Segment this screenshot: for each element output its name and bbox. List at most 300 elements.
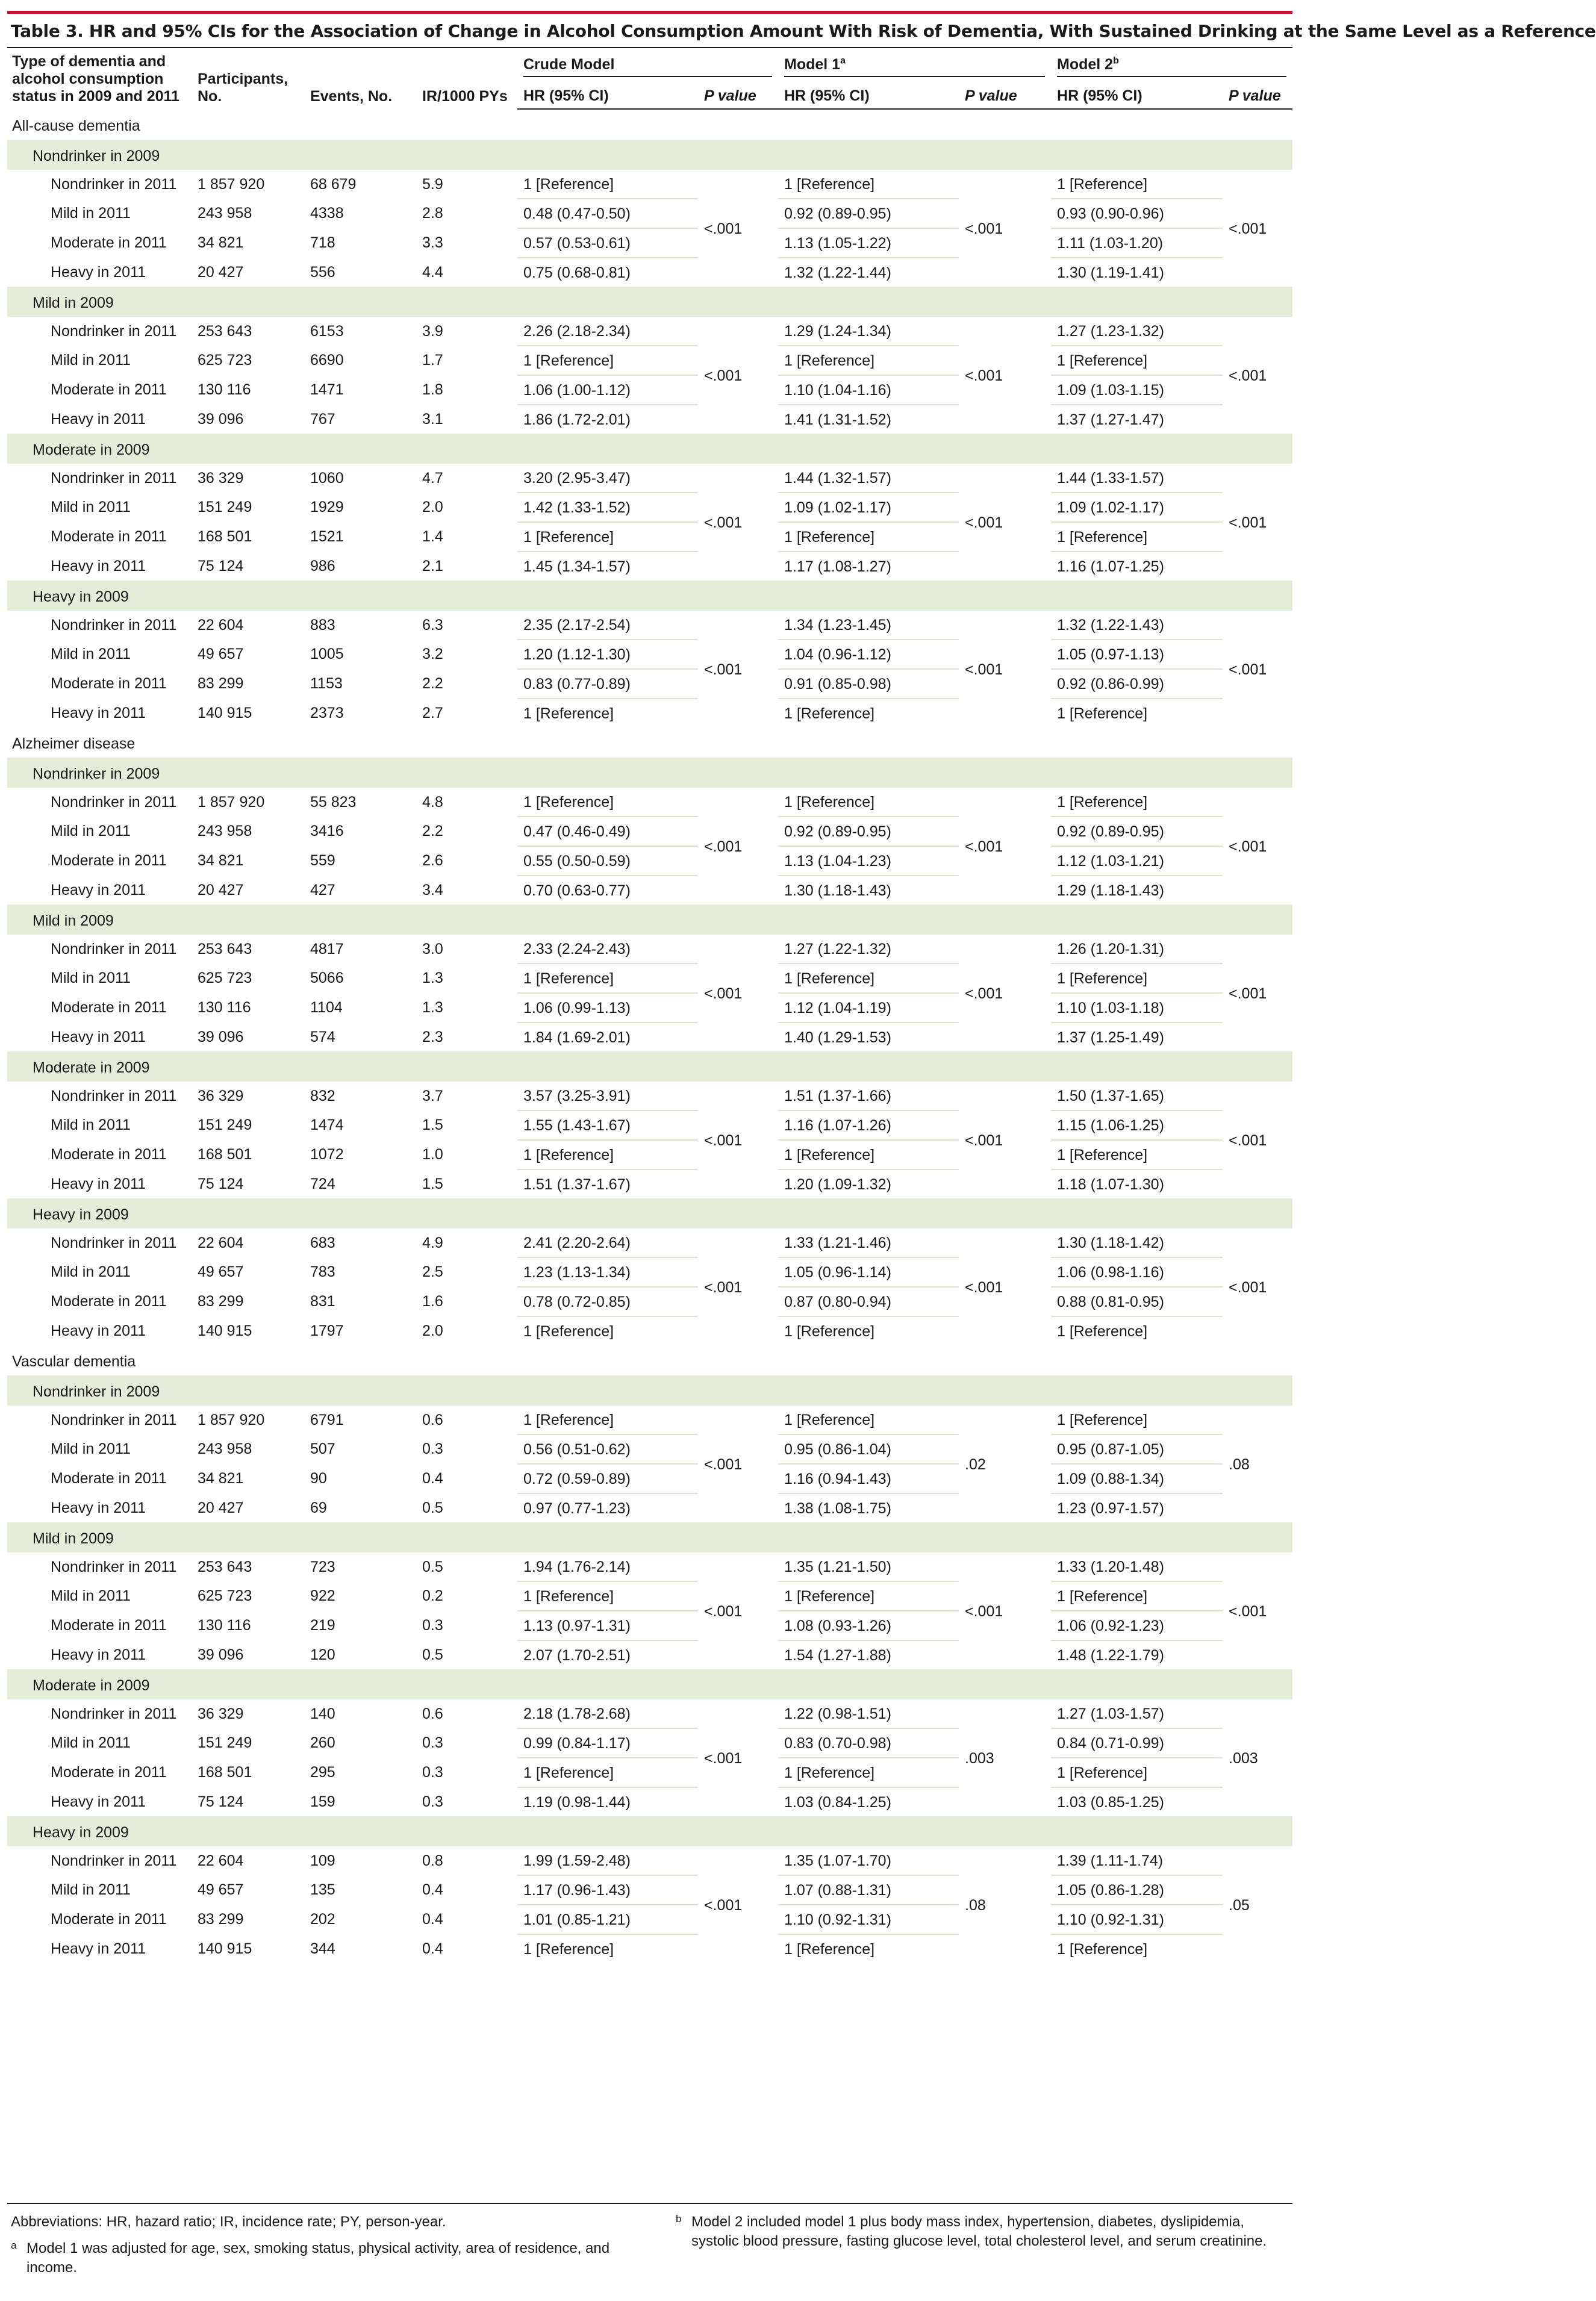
subgroup-title: Mild in 2009 (7, 905, 1292, 935)
crude-hr-cell: 2.07 (1.70-2.51) (517, 1640, 698, 1669)
participants-cell: 83 299 (192, 669, 304, 699)
crude-hr-cell: 0.56 (0.51-0.62) (517, 1434, 698, 1464)
subgroup-title: Moderate in 2009 (7, 1051, 1292, 1082)
row-label: Heavy in 2011 (7, 1169, 192, 1198)
crude-p-cell: <.001 (698, 611, 778, 727)
participants-cell: 151 249 (192, 1110, 304, 1140)
model1-hr-cell: 1.16 (1.07-1.26) (778, 1110, 959, 1140)
ir-cell: 0.3 (416, 1728, 517, 1758)
model1-hr-cell: 0.95 (0.86-1.04) (778, 1434, 959, 1464)
model1-hr-cell: 1 [Reference] (778, 1406, 959, 1434)
subgroup-title: Heavy in 2009 (7, 1198, 1292, 1228)
model2-hr-cell: 1.27 (1.23-1.32) (1051, 317, 1223, 346)
events-cell: 683 (304, 1228, 416, 1257)
events-cell: 6791 (304, 1406, 416, 1434)
model1-hr-cell: 1.08 (0.93-1.26) (778, 1611, 959, 1640)
header-group-crude: Crude Model (517, 48, 778, 81)
ir-cell: 0.3 (416, 1434, 517, 1464)
model2-hr-cell: 1.16 (1.07-1.25) (1051, 552, 1223, 581)
ir-cell: 3.0 (416, 935, 517, 964)
model2-p-cell: .08 (1223, 1406, 1292, 1522)
crude-hr-cell: 0.72 (0.59-0.89) (517, 1464, 698, 1493)
footnote-b-text: Model 2 included model 1 plus body mass index, hypertension, diabetes, dyslipidemia, systolic blood pressure, fasting glucose level, total cholesterol level, and serum creatinine. (691, 2214, 1267, 2249)
table-row (7, 1640, 1292, 1669)
table-title: Table 3. HR and 95% CIs for the Association of Change in Alcohol Consumption Amount With Risk of Dementia, With Sustained Drinking at the Same Level as a Reference (11, 21, 1596, 41)
row-label: Mild in 2011 (7, 1257, 192, 1287)
model1-hr-cell: 1 [Reference] (778, 699, 959, 727)
model1-p-cell: .08 (959, 1846, 1051, 1963)
table-row (7, 258, 1292, 287)
row-label: Moderate in 2011 (7, 1140, 192, 1169)
model2-hr-cell: 1 [Reference] (1051, 1406, 1223, 1434)
crude-hr-cell: 0.97 (0.77-1.23) (517, 1493, 698, 1522)
events-cell: 344 (304, 1934, 416, 1963)
model2-hr-cell: 1.05 (0.86-1.28) (1051, 1875, 1223, 1905)
events-cell: 140 (304, 1699, 416, 1728)
model2-hr-cell: 1.33 (1.20-1.48) (1051, 1552, 1223, 1581)
table-row (7, 1434, 1292, 1464)
events-cell: 427 (304, 876, 416, 905)
model2-hr-cell: 1.11 (1.03-1.20) (1051, 228, 1223, 258)
row-label: Nondrinker in 2011 (7, 1699, 192, 1728)
section-title: Alzheimer disease (7, 727, 1292, 758)
participants-cell: 140 915 (192, 1316, 304, 1345)
crude-hr-cell: 1.06 (0.99-1.13) (517, 993, 698, 1023)
crude-hr-cell: 0.70 (0.63-0.77) (517, 876, 698, 905)
subgroup-row (7, 905, 1292, 935)
subgroup-title: Mild in 2009 (7, 287, 1292, 317)
ir-cell: 2.3 (416, 1023, 517, 1051)
model2-hr-cell: 1.09 (0.88-1.34) (1051, 1464, 1223, 1493)
participants-cell: 168 501 (192, 1758, 304, 1787)
model2-hr-cell: 1.09 (1.02-1.17) (1051, 493, 1223, 522)
model1-hr-cell: 1.07 (0.88-1.31) (778, 1875, 959, 1905)
model1-p-cell: <.001 (959, 935, 1051, 1051)
ir-cell: 4.9 (416, 1228, 517, 1257)
crude-hr-cell: 1.84 (1.69-2.01) (517, 1023, 698, 1051)
model2-hr-cell: 1.23 (0.97-1.57) (1051, 1493, 1223, 1522)
crude-hr-cell: 1.51 (1.37-1.67) (517, 1169, 698, 1198)
model1-hr-cell: 1 [Reference] (778, 522, 959, 552)
row-label: Heavy in 2011 (7, 876, 192, 905)
events-cell: 120 (304, 1640, 416, 1669)
subgroup-title: Nondrinker in 2009 (7, 758, 1292, 788)
model2-hr-cell: 1 [Reference] (1051, 788, 1223, 817)
events-cell: 1797 (304, 1316, 416, 1345)
crude-hr-cell: 0.75 (0.68-0.81) (517, 258, 698, 287)
model1-hr-cell: 1.22 (0.98-1.51) (778, 1699, 959, 1728)
model2-p-cell: <.001 (1223, 935, 1292, 1051)
model2-hr-cell: 1.39 (1.11-1.74) (1051, 1846, 1223, 1875)
participants-cell: 140 915 (192, 699, 304, 727)
crude-hr-cell: 1 [Reference] (517, 788, 698, 817)
table-row (7, 1787, 1292, 1816)
participants-cell: 130 116 (192, 1611, 304, 1640)
crude-p-cell: <.001 (698, 1552, 778, 1669)
events-cell: 6690 (304, 346, 416, 375)
row-label: Heavy in 2011 (7, 1493, 192, 1522)
model2-hr-cell: 1 [Reference] (1051, 964, 1223, 993)
crude-hr-cell: 1.42 (1.33-1.52) (517, 493, 698, 522)
model2-hr-cell: 1.30 (1.19-1.41) (1051, 258, 1223, 287)
participants-cell: 34 821 (192, 1464, 304, 1493)
table-row (7, 846, 1292, 876)
row-label: Heavy in 2011 (7, 405, 192, 434)
model2-p-cell: <.001 (1223, 317, 1292, 434)
model1-hr-cell: 1 [Reference] (778, 1316, 959, 1345)
participants-cell: 1 857 920 (192, 788, 304, 817)
table-row (7, 1110, 1292, 1140)
header-m2-hr: HR (95% CI) (1051, 81, 1223, 109)
events-cell: 159 (304, 1787, 416, 1816)
notes-left (11, 2212, 643, 2278)
events-cell: 2373 (304, 699, 416, 727)
abbreviations-note: Abbreviations: HR, hazard ratio; IR, incidence rate; PY, person-year. (11, 2214, 446, 2230)
crude-hr-cell: 1.19 (0.98-1.44) (517, 1787, 698, 1816)
model1-hr-cell: 1.34 (1.23-1.45) (778, 611, 959, 640)
table-row (7, 464, 1292, 493)
row-label: Heavy in 2011 (7, 1640, 192, 1669)
events-cell: 1474 (304, 1110, 416, 1140)
ir-cell: 0.3 (416, 1758, 517, 1787)
table-row (7, 1082, 1292, 1110)
events-cell: 3416 (304, 817, 416, 846)
model1-hr-cell: 1.51 (1.37-1.66) (778, 1082, 959, 1110)
model1-p-cell: <.001 (959, 317, 1051, 434)
row-label: Heavy in 2011 (7, 258, 192, 287)
model2-hr-cell: 1.26 (1.20-1.31) (1051, 935, 1223, 964)
events-cell: 6153 (304, 317, 416, 346)
subgroup-row (7, 1051, 1292, 1082)
ir-cell: 1.5 (416, 1169, 517, 1198)
model2-hr-cell: 1 [Reference] (1051, 699, 1223, 727)
participants-cell: 22 604 (192, 611, 304, 640)
model1-p-cell: .02 (959, 1406, 1051, 1522)
participants-cell: 20 427 (192, 258, 304, 287)
table-row (7, 1169, 1292, 1198)
row-label: Nondrinker in 2011 (7, 1228, 192, 1257)
participants-cell: 75 124 (192, 552, 304, 581)
events-cell: 219 (304, 1611, 416, 1640)
header-ir: IR/1000 PYs (422, 88, 508, 105)
model2-hr-cell: 1 [Reference] (1051, 522, 1223, 552)
model1-hr-cell: 1.32 (1.22-1.44) (778, 258, 959, 287)
footnote-b-marker: b (676, 2213, 682, 2225)
model2-hr-cell: 0.95 (0.87-1.05) (1051, 1434, 1223, 1464)
table-row (7, 346, 1292, 375)
model2-hr-cell: 1.37 (1.27-1.47) (1051, 405, 1223, 434)
crude-hr-cell: 1.55 (1.43-1.67) (517, 1110, 698, 1140)
table-row (7, 1287, 1292, 1316)
table-row (7, 1552, 1292, 1581)
ir-cell: 1.5 (416, 1110, 517, 1140)
events-cell: 68 679 (304, 170, 416, 199)
table-row (7, 493, 1292, 522)
row-label: Moderate in 2011 (7, 1611, 192, 1640)
table-body (7, 109, 1292, 1963)
table-row (7, 1846, 1292, 1875)
events-cell: 90 (304, 1464, 416, 1493)
crude-hr-cell: 1 [Reference] (517, 1140, 698, 1169)
footnote-a (11, 2239, 643, 2278)
model2-hr-cell: 0.92 (0.89-0.95) (1051, 817, 1223, 846)
model1-hr-cell: 1.13 (1.04-1.23) (778, 846, 959, 876)
table-row (7, 1758, 1292, 1787)
participants-cell: 20 427 (192, 876, 304, 905)
participants-cell: 75 124 (192, 1169, 304, 1198)
ir-cell: 2.0 (416, 493, 517, 522)
model1-hr-cell: 1.04 (0.96-1.12) (778, 640, 959, 669)
ir-cell: 1.6 (416, 1287, 517, 1316)
participants-cell: 151 249 (192, 1728, 304, 1758)
ir-cell: 4.8 (416, 788, 517, 817)
row-label: Mild in 2011 (7, 1581, 192, 1611)
crude-hr-cell: 2.33 (2.24-2.43) (517, 935, 698, 964)
ir-cell: 2.2 (416, 817, 517, 846)
participants-cell: 1 857 920 (192, 170, 304, 199)
events-cell: 556 (304, 258, 416, 287)
ir-cell: 1.4 (416, 522, 517, 552)
model1-hr-cell: 1.10 (1.04-1.16) (778, 375, 959, 405)
subgroup-row (7, 1669, 1292, 1699)
section-row (7, 727, 1292, 758)
table-row (7, 788, 1292, 817)
row-label: Moderate in 2011 (7, 846, 192, 876)
row-label: Nondrinker in 2011 (7, 935, 192, 964)
row-label: Nondrinker in 2011 (7, 1406, 192, 1434)
row-label: Nondrinker in 2011 (7, 464, 192, 493)
model2-p-cell: <.001 (1223, 170, 1292, 287)
crude-hr-cell: 2.26 (2.18-2.34) (517, 317, 698, 346)
model2-hr-cell: 1.03 (0.85-1.25) (1051, 1787, 1223, 1816)
table-row (7, 552, 1292, 581)
events-cell: 986 (304, 552, 416, 581)
model1-p-cell: .003 (959, 1699, 1051, 1816)
model2-p-cell: <.001 (1223, 788, 1292, 905)
crude-hr-cell: 1.94 (1.76-2.14) (517, 1552, 698, 1581)
row-label: Heavy in 2011 (7, 1787, 192, 1816)
participants-cell: 168 501 (192, 1140, 304, 1169)
model2-hr-cell: 1 [Reference] (1051, 1581, 1223, 1611)
crude-hr-cell: 1 [Reference] (517, 522, 698, 552)
ir-cell: 1.8 (416, 375, 517, 405)
model1-hr-cell: 1.12 (1.04-1.19) (778, 993, 959, 1023)
model2-hr-cell: 1.05 (0.97-1.13) (1051, 640, 1223, 669)
table-row (7, 1406, 1292, 1434)
footnote-marker-b: b (1113, 55, 1119, 66)
model2-p-cell: <.001 (1223, 1228, 1292, 1345)
model1-hr-cell: 1 [Reference] (778, 1581, 959, 1611)
row-label: Nondrinker in 2011 (7, 788, 192, 817)
crude-hr-cell: 0.48 (0.47-0.50) (517, 199, 698, 228)
model2-hr-cell: 1 [Reference] (1051, 1758, 1223, 1787)
ir-cell: 0.4 (416, 1905, 517, 1934)
section-row (7, 1345, 1292, 1375)
participants-cell: 83 299 (192, 1905, 304, 1934)
events-cell: 1153 (304, 669, 416, 699)
model1-hr-cell: 1.09 (1.02-1.17) (778, 493, 959, 522)
events-cell: 135 (304, 1875, 416, 1905)
crude-hr-cell: 1.23 (1.13-1.34) (517, 1257, 698, 1287)
table-row (7, 699, 1292, 727)
crude-p-cell: <.001 (698, 1406, 778, 1522)
participants-cell: 253 643 (192, 1552, 304, 1581)
model2-hr-cell: 1 [Reference] (1051, 346, 1223, 375)
participants-cell: 39 096 (192, 1640, 304, 1669)
section-title: Vascular dementia (7, 1345, 1292, 1375)
table-row (7, 1934, 1292, 1963)
model2-hr-cell: 0.93 (0.90-0.96) (1051, 199, 1223, 228)
table-row (7, 170, 1292, 199)
ir-cell: 3.4 (416, 876, 517, 905)
crude-hr-cell: 0.99 (0.84-1.17) (517, 1728, 698, 1758)
table-row (7, 1023, 1292, 1051)
table-row (7, 317, 1292, 346)
table-row (7, 935, 1292, 964)
row-label: Nondrinker in 2011 (7, 611, 192, 640)
model1-hr-cell: 1.20 (1.09-1.32) (778, 1169, 959, 1198)
participants-cell: 625 723 (192, 964, 304, 993)
ir-cell: 0.3 (416, 1611, 517, 1640)
table-row (7, 876, 1292, 905)
ir-cell: 1.7 (416, 346, 517, 375)
subgroup-row (7, 581, 1292, 611)
crude-p-cell: <.001 (698, 464, 778, 581)
model1-hr-cell: 0.87 (0.80-0.94) (778, 1287, 959, 1316)
model2-hr-cell: 1.32 (1.22-1.43) (1051, 611, 1223, 640)
subgroup-title: Moderate in 2009 (7, 1669, 1292, 1699)
participants-cell: 49 657 (192, 1875, 304, 1905)
crude-p-cell: <.001 (698, 317, 778, 434)
events-cell: 883 (304, 611, 416, 640)
events-cell: 1072 (304, 1140, 416, 1169)
model1-hr-cell: 1.40 (1.29-1.53) (778, 1023, 959, 1051)
participants-cell: 625 723 (192, 1581, 304, 1611)
events-cell: 783 (304, 1257, 416, 1287)
table-row (7, 1699, 1292, 1728)
events-cell: 559 (304, 846, 416, 876)
crude-hr-cell: 0.57 (0.53-0.61) (517, 228, 698, 258)
ir-cell: 2.1 (416, 552, 517, 581)
crude-hr-cell: 1.13 (0.97-1.31) (517, 1611, 698, 1640)
model1-hr-cell: 1.33 (1.21-1.46) (778, 1228, 959, 1257)
events-cell: 1471 (304, 375, 416, 405)
header-group-model1: Model 1$^a$ (778, 48, 1051, 81)
participants-cell: 253 643 (192, 935, 304, 964)
row-label: Mild in 2011 (7, 1875, 192, 1905)
row-label: Heavy in 2011 (7, 552, 192, 581)
ir-cell: 0.5 (416, 1493, 517, 1522)
ir-cell: 0.4 (416, 1934, 517, 1963)
participants-cell: 168 501 (192, 522, 304, 552)
table-row (7, 1228, 1292, 1257)
participants-cell: 34 821 (192, 846, 304, 876)
model2-hr-cell: 1 [Reference] (1051, 1140, 1223, 1169)
model1-hr-cell: 1.05 (0.96-1.14) (778, 1257, 959, 1287)
crude-hr-cell: 1.01 (0.85-1.21) (517, 1905, 698, 1934)
crude-p-cell: <.001 (698, 1846, 778, 1963)
crude-hr-cell: 1 [Reference] (517, 1316, 698, 1345)
model1-hr-cell: 1.35 (1.07-1.70) (778, 1846, 959, 1875)
model1-hr-cell: 0.83 (0.70-0.98) (778, 1728, 959, 1758)
events-cell: 1104 (304, 993, 416, 1023)
footnote-marker-a: a (840, 55, 846, 66)
subgroup-title: Mild in 2009 (7, 1522, 1292, 1552)
crude-hr-cell: 1 [Reference] (517, 1581, 698, 1611)
model1-p-cell: <.001 (959, 1228, 1051, 1345)
model1-hr-cell: 1 [Reference] (778, 1934, 959, 1963)
header-m1-p: P value (959, 81, 1051, 109)
model1-hr-cell: 1.16 (0.94-1.43) (778, 1464, 959, 1493)
participants-cell: 625 723 (192, 346, 304, 375)
model1-hr-cell: 1.30 (1.18-1.43) (778, 876, 959, 905)
participants-cell: 1 857 920 (192, 1406, 304, 1434)
table-row (7, 1875, 1292, 1905)
subgroup-row (7, 758, 1292, 788)
ir-cell: 4.7 (416, 464, 517, 493)
row-label: Moderate in 2011 (7, 1758, 192, 1787)
crude-hr-cell: 1 [Reference] (517, 346, 698, 375)
crude-hr-cell: 1 [Reference] (517, 170, 698, 199)
model1-hr-cell: 1.13 (1.05-1.22) (778, 228, 959, 258)
events-cell: 1060 (304, 464, 416, 493)
model2-hr-cell: 0.84 (0.71-0.99) (1051, 1728, 1223, 1758)
participants-cell: 22 604 (192, 1228, 304, 1257)
results-table (7, 48, 1292, 1963)
header-m1-hr: HR (95% CI) (778, 81, 959, 109)
table-row (7, 817, 1292, 846)
row-label: Mild in 2011 (7, 1110, 192, 1140)
subgroup-row (7, 1816, 1292, 1846)
model2-p-cell: .05 (1223, 1846, 1292, 1963)
model1-p-cell: <.001 (959, 170, 1051, 287)
row-label: Moderate in 2011 (7, 993, 192, 1023)
subgroup-row (7, 434, 1292, 464)
table-row (7, 199, 1292, 228)
row-label: Moderate in 2011 (7, 1287, 192, 1316)
participants-cell: 83 299 (192, 1287, 304, 1316)
header-m2-p: P value (1223, 81, 1292, 109)
crude-hr-cell: 1 [Reference] (517, 1758, 698, 1787)
table-row (7, 669, 1292, 699)
ir-cell: 2.5 (416, 1257, 517, 1287)
row-label: Heavy in 2011 (7, 1316, 192, 1345)
participants-cell: 34 821 (192, 228, 304, 258)
participants-cell: 36 329 (192, 1699, 304, 1728)
participants-cell: 36 329 (192, 1082, 304, 1110)
table-row (7, 522, 1292, 552)
ir-cell: 0.3 (416, 1787, 517, 1816)
crude-p-cell: <.001 (698, 935, 778, 1051)
model1-hr-cell: 1 [Reference] (778, 964, 959, 993)
model2-hr-cell: 1.12 (1.03-1.21) (1051, 846, 1223, 876)
participants-cell: 49 657 (192, 1257, 304, 1287)
ir-cell: 5.9 (416, 170, 517, 199)
model2-p-cell: <.001 (1223, 1552, 1292, 1669)
model2-hr-cell: 1 [Reference] (1051, 1934, 1223, 1963)
row-label: Moderate in 2011 (7, 1905, 192, 1934)
events-cell: 202 (304, 1905, 416, 1934)
model1-hr-cell: 1 [Reference] (778, 788, 959, 817)
model1-hr-cell: 1 [Reference] (778, 346, 959, 375)
crude-hr-cell: 0.55 (0.50-0.59) (517, 846, 698, 876)
model1-hr-cell: 1.41 (1.31-1.52) (778, 405, 959, 434)
ir-cell: 0.5 (416, 1552, 517, 1581)
model2-hr-cell: 1.37 (1.25-1.49) (1051, 1023, 1223, 1051)
table-row (7, 1905, 1292, 1934)
events-cell: 831 (304, 1287, 416, 1316)
model2-p-cell: <.001 (1223, 1082, 1292, 1198)
